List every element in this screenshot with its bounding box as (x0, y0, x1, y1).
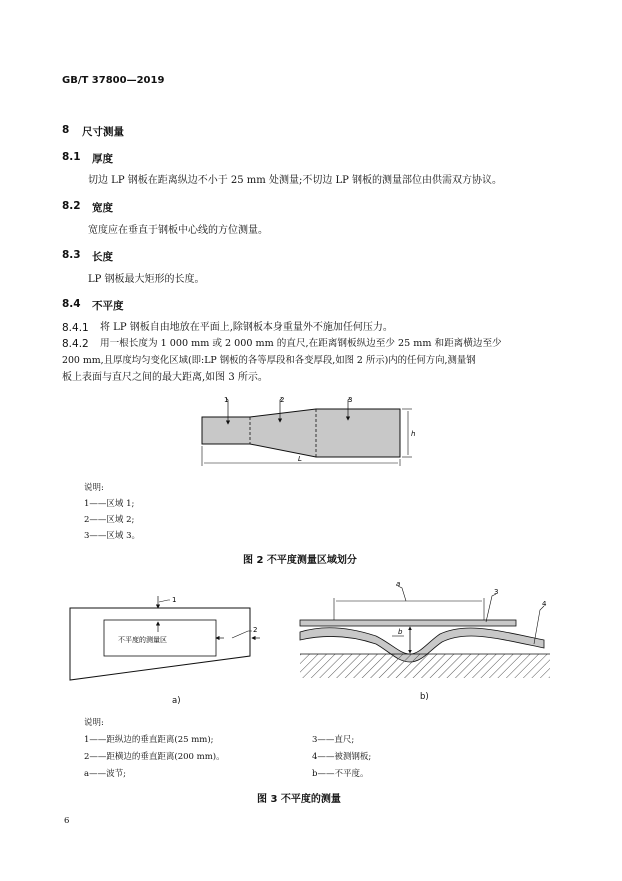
fig3-legend-left-1: 1——距纵边的垂直距离(25 mm); (84, 735, 214, 745)
fig3-sub-a: a) (172, 696, 181, 706)
callout-b-a: a (396, 580, 401, 588)
section-8-number: 8 (62, 124, 70, 136)
callout-a1: 1 (172, 596, 177, 604)
ground-hatch (300, 654, 550, 678)
callout-2: 2 (280, 396, 285, 404)
fig3-legend-right-2: 4——被测钢板; (312, 752, 372, 762)
fig3-legend-right-3: b——不平度。 (312, 769, 369, 779)
section-8-4-title: 不平度 (92, 300, 124, 312)
figure-3-caption: 图 3 不平度的测量 (257, 794, 341, 805)
section-8-4-1-number: 8.4.1 (62, 322, 89, 334)
page-number: 6 (64, 816, 70, 826)
section-8-1-text: 切边 LP 钢板在距离纵边不小于 25 mm 处测量;不切边 LP 钢板的测量部位由供需双方协议。 (88, 175, 503, 186)
steel-plate-profile (202, 409, 400, 457)
callout-2-leader (232, 631, 252, 638)
fig2-legend-item-3: 3——区域 3。 (84, 531, 141, 541)
dim-h-label: h (411, 430, 416, 438)
fig3-sub-b: b) (420, 692, 429, 702)
dim-l-label: L (298, 455, 302, 463)
section-8-4-2-line3: 板上表面与直尺之间的最大距离,如图 3 所示。 (62, 372, 268, 383)
standard-number: GB/T 37800—2019 (62, 75, 165, 86)
callout-1-leader (159, 600, 170, 602)
figure-2-diagram (190, 394, 420, 470)
fig2-legend-item-1: 1——区域 1; (84, 499, 135, 509)
fig3-legend-right-1: 3——直尺; (312, 735, 355, 745)
figure-3a-diagram (66, 594, 276, 684)
callout-b-3: 3 (494, 588, 499, 596)
fig3-legend-left-2: 2——距横边的垂直距离(200 mm)。 (84, 752, 225, 762)
section-8-1-number: 8.1 (62, 151, 81, 163)
section-8-2-text: 宽度应在垂直于钢板中心线的方位测量。 (88, 225, 268, 236)
figure-3b-diagram (296, 574, 552, 680)
callout-b-4: 4 (542, 600, 547, 608)
fig3-legend-title: 说明: (84, 718, 104, 728)
section-8-2-title: 宽度 (92, 202, 113, 214)
section-8-4-2-line2: 200 mm,且厚度均匀变化区域(即:LP 钢板的各等厚段和各变厚段,如图 2 所示)内的任何方向,测量钢 (62, 355, 476, 366)
section-8-4-2-number: 8.4.2 (62, 338, 89, 350)
figure-2-caption: 图 2 不平度测量区域划分 (243, 555, 357, 566)
ruler (300, 620, 516, 626)
plate-outline (70, 608, 250, 680)
measuring-zone-label: 不平度的测量区 (118, 636, 167, 644)
section-8-3-title: 长度 (92, 251, 113, 263)
section-8-title: 尺寸测量 (82, 126, 124, 138)
section-8-2-number: 8.2 (62, 200, 81, 212)
callout-3: 3 (348, 396, 353, 404)
callout-b-b: b (398, 628, 403, 636)
section-8-1-title: 厚度 (92, 153, 113, 165)
section-8-4-2-line1: 用一根长度为 1 000 mm 或 2 000 mm 的直尺,在距离钢板纵边至少 25 mm 和距离横边至少 (100, 338, 502, 349)
callout-a2: 2 (253, 626, 258, 634)
fig3-legend-left-3: a——波节; (84, 769, 126, 779)
section-8-4-number: 8.4 (62, 298, 81, 310)
section-8-4-1-text: 将 LP 钢板自由地放在平面上,除钢板本身重量外不施加任何压力。 (100, 322, 393, 333)
fig2-legend-title: 说明: (84, 483, 104, 493)
section-8-3-text: LP 钢板最大矩形的长度。 (88, 274, 205, 285)
fig2-legend-item-2: 2——区域 2; (84, 515, 135, 525)
callout-1: 1 (224, 396, 229, 404)
section-8-3-number: 8.3 (62, 249, 81, 261)
